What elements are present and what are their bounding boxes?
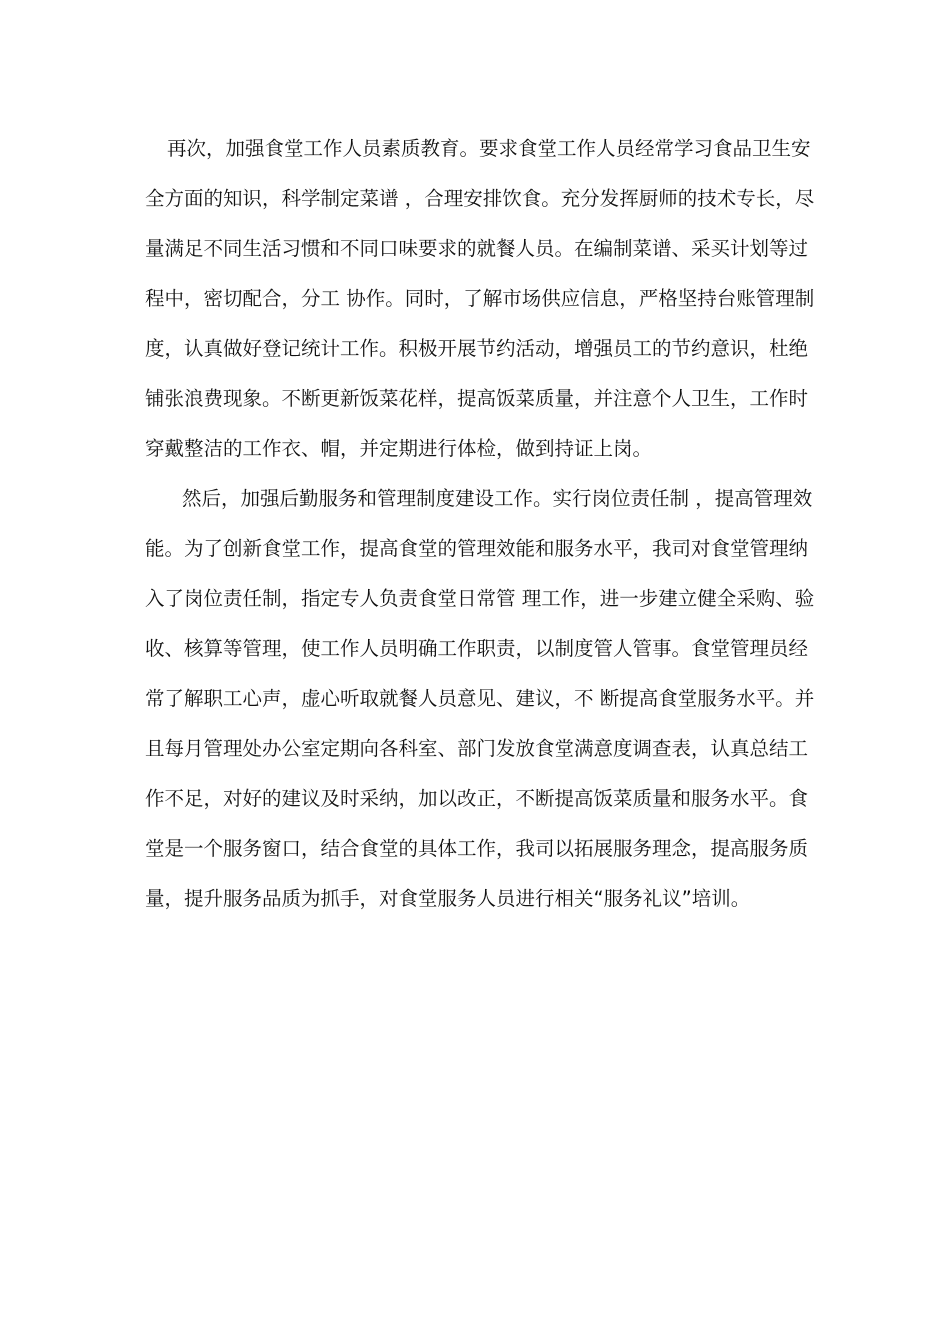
paragraph-line: 能。为了创新食堂工作，提高食堂的管理效能和服务水平，我司对食堂管理纳 [145, 537, 809, 560]
paragraph-line: 常了解职工心声，虚心听取就餐人员意见、建议，不 断提高食堂服务水平。并 [145, 687, 815, 710]
paragraph-line: 作不足，对好的建议及时采纳，加以改正，不断提高饭菜质量和服务水平。食 [145, 787, 809, 810]
paragraph-canteen-staff-education [145, 124, 815, 474]
paragraph-line: 量满足不同生活习惯和不同口味要求的就餐人员。在编制菜谱、采买计划等过 [145, 237, 809, 260]
paragraph-line: 入了岗位责任制，指定专人负责食堂日常管 理工作，进一步建立健全采购、验 [145, 587, 815, 610]
paragraph-line: 收、核算等管理，使工作人员明确工作职责，以制度管人管事。食堂管理员经 [145, 637, 809, 660]
paragraph-line: 度，认真做好登记统计工作。积极开展节约活动，增强员工的节约意识，杜绝 [145, 337, 809, 360]
paragraph-line: 全方面的知识，科学制定菜谱 ，合理安排饮食。充分发挥厨师的技术专长，尽 [145, 187, 815, 210]
paragraph-line: 堂是一个服务窗口，结合食堂的具体工作，我司以拓展服务理念，提高服务质 [145, 837, 809, 860]
paragraph-line: 程中，密切配合，分工 协作。同时，了解市场供应信息，严格坚持台账管理制 [145, 287, 815, 310]
paragraph-line: 再次，加强食堂工作人员素质教育。要求食堂工作人员经常学习食品卫生安 [167, 137, 811, 160]
paragraph-line: 量，提升服务品质为抓手，对食堂服务人员进行相关“服务礼议”培训。 [145, 887, 751, 910]
paragraph-logistics-management [145, 474, 815, 924]
paragraph-line: 铺张浪费现象。不断更新饭菜花样，提高饭菜质量，并注意个人卫生，工作时 [145, 387, 809, 410]
paragraph-line: 且每月管理处办公室定期向各科室、部门发放食堂满意度调查表，认真总结工 [145, 737, 809, 760]
paragraph-line: 穿戴整洁的工作衣、帽，并定期进行体检，做到持证上岗。 [145, 437, 653, 460]
document-body [145, 124, 815, 924]
paragraph-line: 然后，加强后勤服务和管理制度建设工作。实行岗位责任制 ，提高管理效 [182, 487, 813, 510]
